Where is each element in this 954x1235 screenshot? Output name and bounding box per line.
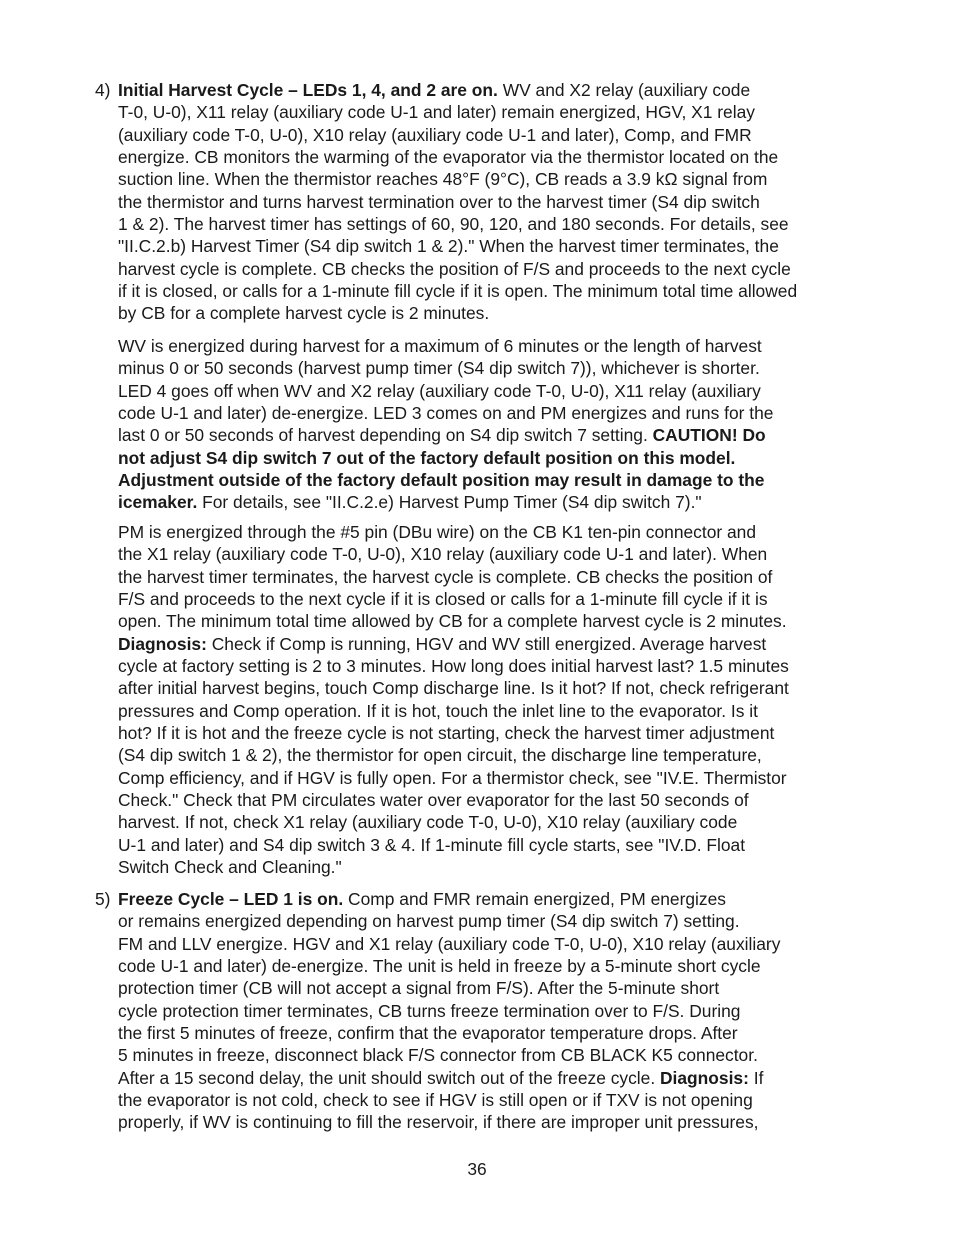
bold-text: Diagnosis:	[660, 1067, 749, 1088]
text-run: 1 & 2). The harvest timer has settings of 60, 90, 120, and 180 seconds. For details, see	[118, 214, 789, 235]
text-line	[118, 834, 858, 856]
text-run: energize. CB monitors the warming of the evaporator via the thermistor located on the	[118, 147, 779, 168]
text-line	[118, 977, 858, 999]
text-run: if it is closed, or calls for a 1-minute fill cycle if it is open. The minimum total time allowed	[118, 281, 798, 302]
text-line	[118, 79, 858, 101]
text-line	[118, 588, 858, 610]
text-run: hot? If it is hot and the freeze cycle is not starting, check the harvest timer adjustment	[118, 723, 775, 744]
text-line	[118, 469, 858, 491]
text-line	[118, 335, 858, 357]
text-line	[118, 888, 858, 910]
text-run: open. The minimum total time allowed by CB for a complete harvest cycle is 2 minutes.	[118, 611, 787, 632]
text-line	[118, 543, 858, 565]
text-line	[118, 767, 858, 789]
text-run: properly, if WV is continuing to fill the reservoir, if there are improper unit pressures,	[118, 1112, 759, 1133]
text-line	[118, 191, 858, 213]
text-line	[118, 700, 858, 722]
text-line	[118, 955, 858, 977]
text-line	[118, 744, 858, 766]
text-line	[118, 789, 858, 811]
text-run: 5 minutes in freeze, disconnect black F/S connector from CB BLACK K5 connector.	[118, 1045, 758, 1066]
text-run: the thermistor and turns harvest termination over to the harvest timer (S4 dip switch	[118, 191, 760, 212]
text-line	[118, 146, 858, 168]
text-run: Comp and FMR remain energized, PM energizes	[343, 889, 726, 909]
text-run: T-0, U-0), X11 relay (auxiliary code U-1 and later) remain energized, HGV, X1 relay	[118, 102, 755, 123]
section-4-intro	[118, 79, 858, 325]
text-line	[118, 302, 858, 324]
bold-text: Initial Harvest Cycle – LEDs 1, 4, and 2 are on.	[118, 80, 498, 100]
text-run: Check if Comp is running, HGV and WV still energized. Average harvest	[206, 633, 767, 654]
text-run: harvest cycle is complete. CB checks the position of F/S and proceeds to the next cycle	[118, 258, 791, 279]
section-4-water-valve-paragraph	[118, 335, 858, 514]
text-run: PM is energized through the #5 pin (DBu wire) on the CB K1 ten-pin connector and	[118, 522, 757, 542]
text-run: suction line. When the thermistor reaches 48°F (9°C), CB reads a 3.9 kΩ signal from	[118, 169, 768, 190]
bold-text: Adjustment outside of the factory default position may result in damage to the	[118, 470, 765, 491]
bold-text: Diagnosis:	[118, 633, 207, 654]
text-line	[118, 677, 858, 699]
bold-text: CAUTION! Do	[652, 425, 766, 446]
text-run: the X1 relay (auxiliary code T-0, U-0), X10 relay (auxiliary code U-1 and later). When	[118, 544, 768, 565]
text-line	[118, 856, 858, 878]
section-5-number: 5)	[95, 889, 111, 909]
text-run: harvest. If not, check X1 relay (auxiliary code T-0, U-0), X10 relay (auxiliary code	[118, 812, 738, 833]
bold-text: Freeze Cycle – LED 1 is on.	[118, 889, 344, 909]
text-run: code U-1 and later) de-energize. The unit is held in freeze by a 5-minute short cycle	[118, 956, 761, 977]
text-run: by CB for a complete harvest cycle is 2 minutes.	[118, 303, 490, 324]
text-line	[118, 566, 858, 588]
text-line	[118, 213, 858, 235]
text-run: the first 5 minutes of freeze, confirm that the evaporator temperature drops. After	[118, 1023, 738, 1044]
text-line	[118, 633, 858, 655]
text-run: pressures and Comp operation. If it is hot, touch the inlet line to the evaporator. Is it	[118, 700, 758, 721]
text-line	[118, 357, 858, 379]
text-line	[118, 1067, 858, 1089]
text-line	[118, 402, 858, 424]
text-line	[118, 521, 858, 543]
text-run: LED 4 goes off when WV and X2 relay (auxiliary code T-0, U-0), X11 relay (auxiliary	[118, 380, 761, 401]
text-line	[118, 933, 858, 955]
text-run: F/S and proceeds to the next cycle if it is closed or calls for a 1-minute fill cycle if it is	[118, 589, 768, 610]
text-run: minus 0 or 50 seconds (harvest pump timer (S4 dip switch 7)), whichever is shorter.	[118, 358, 760, 379]
bold-text: not adjust S4 dip switch 7 out of the factory default position on this model.	[118, 447, 736, 468]
text-run: last 0 or 50 seconds of harvest depending on S4 dip switch 7 setting.	[118, 425, 653, 446]
text-run: Check." Check that PM circulates water over evaporator for the last 50 seconds of	[118, 790, 749, 811]
section-4-number: 4)	[95, 80, 111, 100]
section-5-text	[118, 888, 858, 1134]
text-line	[118, 655, 858, 677]
text-run: after initial harvest begins, touch Comp discharge line. Is it hot? If not, check refrigerant	[118, 678, 789, 699]
text-line	[118, 235, 858, 257]
text-line	[118, 722, 858, 744]
text-run: U-1 and later) and S4 dip switch 3 & 4. If 1-minute fill cycle starts, see "IV.D. Float	[118, 834, 746, 855]
section-4-pump-motor-paragraph	[118, 521, 858, 879]
text-run: or remains energized depending on harvest pump timer (S4 dip switch 7) setting.	[118, 911, 740, 932]
text-run: Switch Check and Cleaning."	[118, 857, 342, 878]
text-run: (S4 dip switch 1 & 2), the thermistor for open circuit, the discharge line temperature,	[118, 745, 762, 766]
text-line	[118, 380, 858, 402]
text-run: (auxiliary code T-0, U-0), X10 relay (auxiliary code U-1 and later), Comp, and FMR	[118, 124, 752, 145]
text-run: "II.C.2.b) Harvest Timer (S4 dip switch 1 & 2)." When the harvest timer terminates, the	[118, 236, 779, 257]
text-run: FM and LLV energize. HGV and X1 relay (auxiliary code T-0, U-0), X10 relay (auxiliary	[118, 933, 781, 954]
text-line	[118, 101, 858, 123]
text-run: cycle protection timer terminates, CB turns freeze termination over to F/S. During	[118, 1000, 741, 1021]
text-line	[118, 124, 858, 146]
text-line	[118, 258, 858, 280]
text-run: If	[748, 1067, 764, 1088]
text-run: cycle at factory setting is 2 to 3 minutes. How long does initial harvest last? 1.5 minutes	[118, 656, 789, 677]
text-run: protection timer (CB will not accept a signal from F/S). After the 5-minute short	[118, 978, 720, 999]
text-run: After a 15 second delay, the unit should switch out of the freeze cycle.	[118, 1067, 660, 1088]
text-line	[118, 491, 858, 513]
text-run: WV is energized during harvest for a maximum of 6 minutes or the length of harvest	[118, 336, 762, 356]
text-run: For details, see "II.C.2.e) Harvest Pump Timer (S4 dip switch 7)."	[197, 492, 702, 513]
text-line	[118, 811, 858, 833]
text-line	[118, 1000, 858, 1022]
text-line	[118, 1022, 858, 1044]
text-line	[118, 447, 858, 469]
text-run: the evaporator is not cold, check to see if HGV is still open or if TXV is not opening	[118, 1090, 753, 1111]
text-line	[118, 610, 858, 632]
text-run: Comp efficiency, and if HGV is fully open. For a thermistor check, see "IV.E. Thermistor	[118, 767, 787, 788]
text-line	[118, 1089, 858, 1111]
page-number: 36	[467, 1159, 487, 1179]
text-line	[118, 280, 858, 302]
text-run: WV and X2 relay (auxiliary code	[497, 80, 751, 100]
text-line	[118, 1111, 858, 1133]
text-line	[118, 910, 858, 932]
bold-text: icemaker.	[118, 492, 198, 513]
text-line	[118, 424, 858, 446]
text-line	[118, 1044, 858, 1066]
text-line	[118, 168, 858, 190]
text-run: code U-1 and later) de-energize. LED 3 comes on and PM energizes and runs for the	[118, 403, 774, 424]
text-run: the harvest timer terminates, the harvest cycle is complete. CB checks the position of	[118, 566, 773, 587]
